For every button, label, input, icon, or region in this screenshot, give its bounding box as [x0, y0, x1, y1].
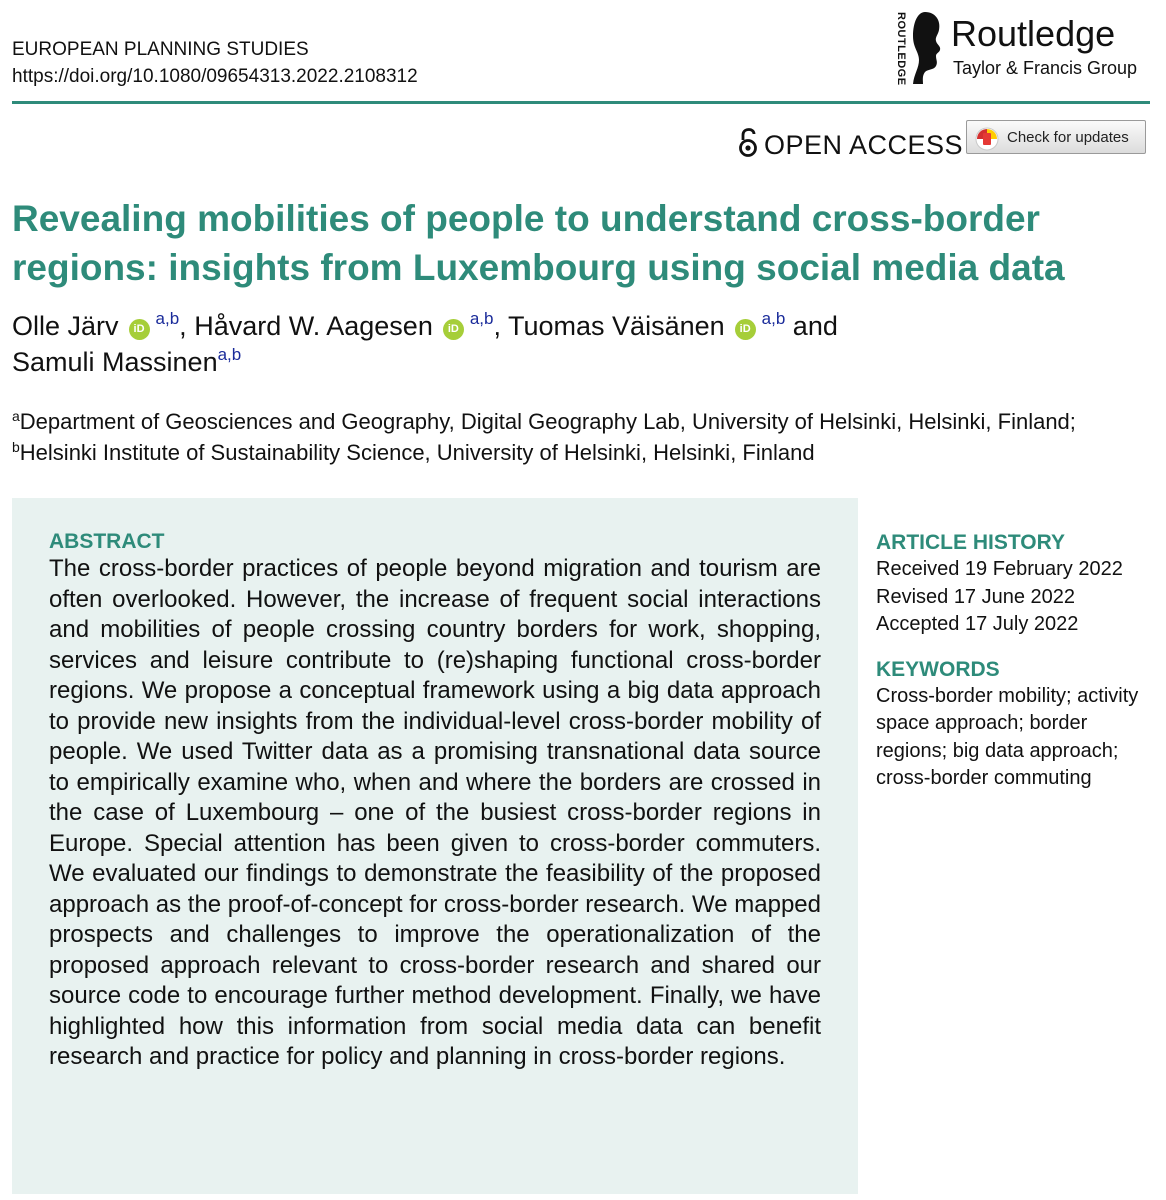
publisher-group: Taylor & Francis Group: [953, 58, 1138, 78]
author-name[interactable]: Håvard W. Aagesen: [194, 311, 433, 341]
author-list: [12, 308, 1152, 380]
author-name[interactable]: Olle Järv: [12, 311, 119, 341]
history-revised: Revised 17 June 2022: [876, 585, 1076, 608]
check-for-updates-button[interactable]: [966, 120, 1146, 154]
affiliation-text: Helsinki Institute of Sustainability Science, University of Helsinki, Helsinki, Finland: [19, 440, 815, 465]
affiliation-line: [12, 437, 1162, 468]
history-received: Received 19 February 2022: [876, 558, 1123, 580]
routledge-head-icon: [911, 10, 943, 84]
orcid-icon[interactable]: iD: [443, 319, 464, 340]
doi-link[interactable]: https://doi.org/10.1080/09654313.2022.2108312: [12, 66, 418, 87]
journal-info: [12, 36, 418, 90]
publisher-vertical-text: ROUTLEDGE: [895, 12, 907, 86]
abstract-panel: [12, 498, 858, 1194]
open-access-label: OPEN ACCESS: [764, 130, 964, 160]
author-name[interactable]: Samuli Massinen: [12, 347, 218, 377]
author-conjunction: and: [792, 311, 838, 341]
abstract-text: The cross-border practices of people beyond migration and tourism are often overlooked. However, the increase of frequent social interactions and mobilities of people crossing country borders for work, shopping, services and leisure contribute to (re)shaping functional cross-border regions. We propose a conceptual framework using a big data approach to provide new insights from the individual-level cross-border mobility of people. We used Twitter data as a promising transnational data source to empirically examine who, when and where the borders are crossed in the case of Luxembourg – one of the busiest cross-border regions in Europe. Special attention has been given to cross-border commuters. We evaluated our findings to demonstrate the feasibility of the proposed approach as the proof-of-concept for cross-border research. We mapped prospects and challenges to improve the operationalization of the proposed approach relevant to cross-border research and shared our source code to encourage further method development. Finally, we have highlighted how this information from social media data can benefit research and practice for policy and planning in cross-border regions.: [49, 555, 821, 1070]
author-affiliation-mark[interactable]: a,b: [217, 345, 242, 364]
affiliation-line: [12, 406, 1162, 437]
abstract-heading: ABSTRACT: [49, 530, 165, 553]
affiliations: [12, 406, 1162, 468]
article-title: Revealing mobilities of people to understand cross-border regions: insights from Luxembourg using social media data: [12, 198, 1065, 288]
open-access-lock-icon: [738, 128, 758, 158]
author-affiliation-mark[interactable]: a,b: [761, 309, 786, 328]
article-sidebar: [876, 530, 1156, 793]
keywords-text: Cross-border mobility; activity space approach; border regions; big data approach; cross-border commuting: [876, 684, 1139, 789]
journal-name: EUROPEAN PLANNING STUDIES: [12, 39, 309, 60]
orcid-icon[interactable]: iD: [129, 319, 150, 340]
header-divider: [12, 101, 1150, 104]
affiliation-mark: b: [12, 439, 20, 455]
author-separator: ,: [493, 311, 501, 341]
check-updates-icon: [975, 127, 999, 151]
open-access-badge: [738, 128, 963, 161]
author-affiliation-mark[interactable]: a,b: [155, 309, 180, 328]
history-accepted: Accepted 17 July 2022: [876, 613, 1079, 635]
check-for-updates-label: Check for updates: [1007, 129, 1129, 146]
author-separator: ,: [179, 311, 187, 341]
affiliation-text: Department of Geosciences and Geography, Digital Geography Lab, University of Helsinki, Helsinki, Finland;: [19, 409, 1076, 434]
author-name[interactable]: Tuomas Väisänen: [508, 311, 725, 341]
publisher-logo[interactable]: [887, 8, 1152, 88]
keywords-heading: KEYWORDS: [876, 657, 1000, 681]
publisher-name: Routledge: [951, 13, 1116, 54]
orcid-icon[interactable]: iD: [735, 319, 756, 340]
affiliation-mark: a: [12, 408, 20, 424]
author-affiliation-mark[interactable]: a,b: [469, 309, 494, 328]
article-history-heading: ARTICLE HISTORY: [876, 531, 1066, 554]
